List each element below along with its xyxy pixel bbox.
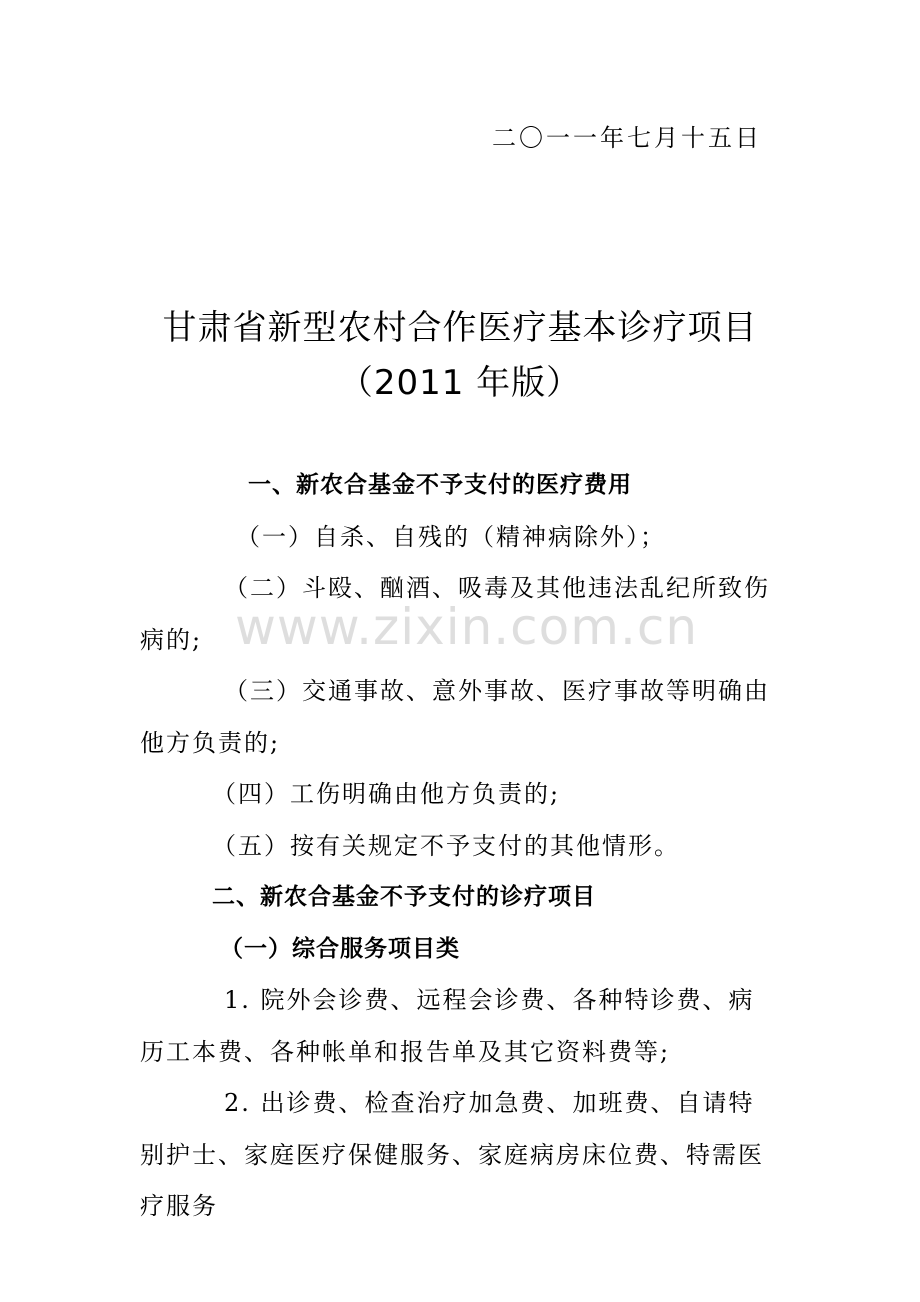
watermark: www.zixin.com.cn <box>235 598 699 656</box>
document-title: 甘肃省新型农村合作医疗基本诊疗项目 <box>162 308 758 348</box>
section-1-heading: 一、新农合基金不予支付的医疗费用 <box>248 472 632 498</box>
section-2-item: 2. 出诊费、检查治疗加急费、加班费、自请特别护士、家庭医疗保健服务、家庭病房床位费、特需医疗服务 <box>140 1089 764 1220</box>
section-1-item: （四）工伤明确由他方负责的; <box>212 780 561 808</box>
section-1-item: （三）交通事故、意外事故、医疗事故等明确由他方负责的; <box>140 677 770 757</box>
document-body <box>140 460 780 1233</box>
section-2-item: 1. 院外会诊费、远程会诊费、各种特诊费、病历工本费、各种帐单和报告单及其它资料费等; <box>140 986 755 1066</box>
section-2-subheading: （一）综合服务项目类 <box>220 935 460 962</box>
section-1-item: （一）自杀、自残的（精神病除外）； <box>236 522 666 551</box>
section-1-item: （二）斗殴、酗酒、吸毒及其他违法乱纪所致伤病的; <box>140 574 770 654</box>
section-2-heading: 二、新农合基金不予支付的诊疗项目 <box>212 884 596 910</box>
document-title-edition: （2011 年版） <box>338 363 582 403</box>
document-date: 二〇一一年七月十五日 <box>492 124 762 152</box>
section-1-item: （五）按有关规定不予支付的其他情形。 <box>212 831 680 860</box>
